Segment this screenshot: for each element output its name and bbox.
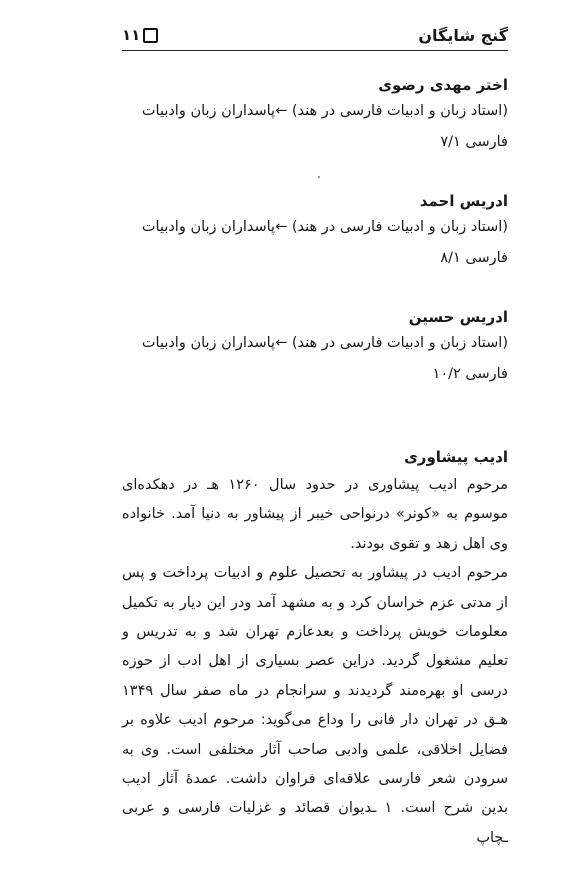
entry-reference-line: (استاد زبان و ادبیات فارسی در هند) ←پاسداران زبان وادبیات [141, 103, 508, 119]
entry-reference-line: (استاد زبان و ادبیات فارسی در هند) ←پاسداران زبان وادبیات [141, 335, 508, 351]
entry-idris-ahmad [122, 190, 508, 274]
entry-name: ادریس احمد [419, 192, 508, 210]
biography-paragraph-2: مرحوم ادیب در پیشاور به تحصیل علوم و ادبیات پرداخت و پس از مدتی عزم خراسان کرد و به مشهد آمد ودر این دیار به تکمیل معلومات خویش پرداخت و بعدعازم تهران شد و به تدریس و تعلیم مشغول گردید. دراین عصر بسیاری از اهل ادب از حوزه درسی او بهره‌مند گردیدند و سرانجام در ماه صفر سال ۱۳۴۹ هـق در تهران دار فانی را وداع می‌گوید: مرحوم ادیب علاوه بر فضایل اخلاقی، علمی وادبی صاحب آثار مختلفی است. وی به سرودن شعر فارسی علاقه‌ای فراوان داشت. عمدهٔ آثار ادیب بدین شرح است. ۱ ـدیوان قصائد و غزلیات فارسی و عربی ـچاپ [122, 565, 508, 846]
page-header [122, 22, 508, 51]
print-speck [318, 176, 320, 178]
biography-paragraph-1: مرحوم ادیب پیشاوری در حدود سال ۱۲۶۰ هـ در دهکده‌ای موسوم به «کونر» درنواحی خیبر از پیشاور به دنیا آمد. خانواده وی اهل زهد و تقوی بودند. [122, 477, 508, 552]
page-number: ۱۱ [122, 26, 141, 44]
entry-reference-volume: فارسی ۱۰/۲ [432, 366, 508, 382]
entry-akhtar-mahdi-rizvi [122, 74, 508, 158]
biography-section [122, 446, 508, 853]
entry-reference-volume: فارسی ۸/۱ [440, 250, 508, 266]
biography-name: ادیب پیشاوری [404, 448, 508, 466]
running-title: گنج شایگان [418, 26, 508, 45]
page-number-group [122, 26, 158, 44]
entry-name: اختر مهدی رضوی [378, 76, 508, 94]
entry-idris-hussain [122, 306, 508, 390]
entry-reference-line: (استاد زبان و ادبیات فارسی در هند) ←پاسداران زبان وادبیات [141, 219, 508, 235]
entry-reference-volume: فارسی ۷/۱ [440, 134, 508, 150]
square-box-icon [143, 28, 158, 43]
entry-name: ادریس حسین [408, 308, 508, 326]
